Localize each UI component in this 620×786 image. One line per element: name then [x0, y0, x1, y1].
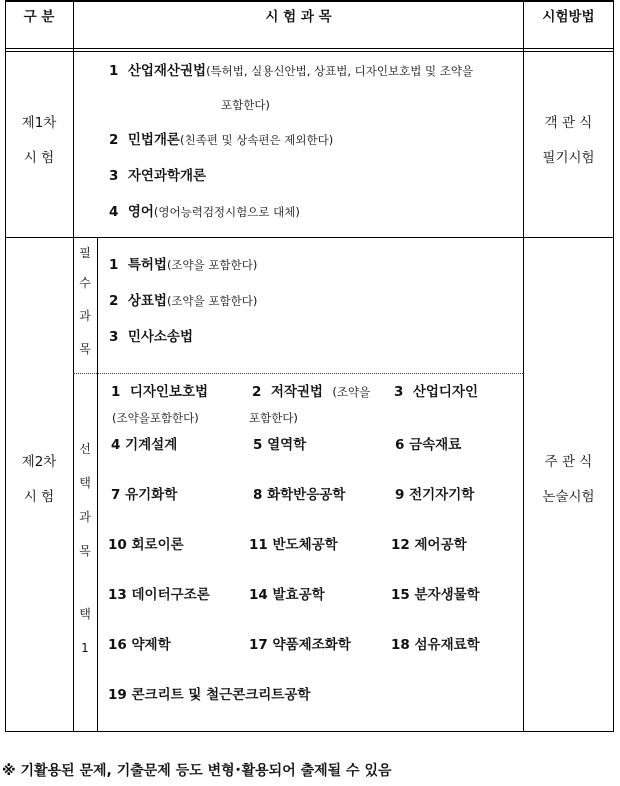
exam1-method-line1: 객 관 식 [544, 115, 593, 131]
elective-item-2-note: 포함한다) [249, 411, 298, 425]
category-column-line [73, 0, 74, 732]
elective-item-7: 7 유기화학 [111, 487, 178, 503]
exam2-method-line1: 주 관 식 [544, 454, 593, 470]
elective-label-char: 택 [79, 476, 91, 490]
elective-label-char: 과 [79, 510, 91, 524]
elective-item-1-note: (조약을포함한다) [112, 411, 199, 425]
elective-label-char: 1 [81, 641, 89, 655]
table-border-right [613, 0, 614, 732]
elective-item-19: 19 콘크리트 및 철근콘크리트공학 [108, 687, 311, 703]
elective-item-6: 6 금속재료 [395, 437, 462, 453]
exam1-label-line2: 시 험 [23, 150, 55, 166]
elective-item-10: 10 회로이론 [108, 537, 184, 553]
elective-item-2: 2 저작권법 (조약을 [252, 384, 371, 400]
elective-item-17: 17 약품제조화학 [249, 637, 351, 653]
elective-item-4: 4 기계설계 [111, 437, 178, 453]
exam1-method-line2: 필기시험 [542, 150, 595, 166]
method-column-line [523, 0, 524, 732]
required-label-char: 수 [79, 276, 91, 290]
elective-label-char: 택 [79, 607, 91, 621]
required-label-char: 필 [79, 246, 91, 260]
elective-label-char: 선 [79, 442, 91, 456]
header-method: 시험방법 [542, 9, 595, 25]
exam2-label-line1: 제2차 [21, 454, 57, 470]
exam2-label-line2: 시 험 [23, 489, 55, 505]
elective-item-5: 5 열역학 [253, 437, 307, 453]
exam1-item-2: 2 민법개론(친족편 및 상속편은 제외한다) [109, 132, 334, 148]
exam1-item-1: 1 산업재산권법(특허법, 실용신안법, 상표법, 디자인보호법 및 조약을 [109, 63, 474, 79]
footnote: ※ 기활용된 문제, 기출문제 등도 변형･활용되어 출제될 수 있음 [2, 763, 392, 779]
exam1-item-3: 3 자연과학개론 [109, 168, 207, 184]
elective-item-15: 15 분자생물학 [391, 587, 480, 603]
elective-item-9: 9 전기자기학 [395, 487, 475, 503]
required-item-3: 3 민사소송법 [109, 329, 194, 345]
elective-item-16: 16 약제학 [108, 637, 171, 653]
required-label-char: 과 [79, 309, 91, 323]
required-item-1: 1 특허법(조약을 포함한다) [109, 257, 258, 273]
exam1-item-1-note-cont: 포함한다) [221, 98, 270, 112]
elective-item-18: 18 섬유재료학 [391, 637, 480, 653]
elective-item-14: 14 발효공학 [249, 587, 325, 603]
elective-item-3: 3 산업디자인 [394, 384, 479, 400]
header-category: 구 분 [23, 9, 55, 25]
elective-item-11: 11 반도체공학 [249, 537, 338, 553]
elective-item-12: 12 제어공학 [391, 537, 467, 553]
exam1-label-line1: 제1차 [21, 115, 57, 131]
elective-item-8: 8 화학반응공학 [253, 487, 346, 503]
required-item-2: 2 상표법(조약을 포함한다) [109, 293, 258, 309]
elective-label-char: 목 [79, 544, 91, 558]
elective-item-1: 1 디자인보호법 [111, 384, 209, 400]
table-border-left [5, 0, 6, 732]
exam1-item-4: 4 영어(영어능력검정시험으로 대체) [109, 204, 300, 220]
elective-item-13: 13 데이터구조론 [108, 587, 210, 603]
required-elective-divider [73, 373, 523, 374]
exam2-method-line2: 논술시험 [542, 489, 595, 505]
subgroup-column-line [97, 237, 98, 732]
header-subjects: 시 험 과 목 [265, 9, 332, 25]
required-label-char: 목 [79, 342, 91, 356]
